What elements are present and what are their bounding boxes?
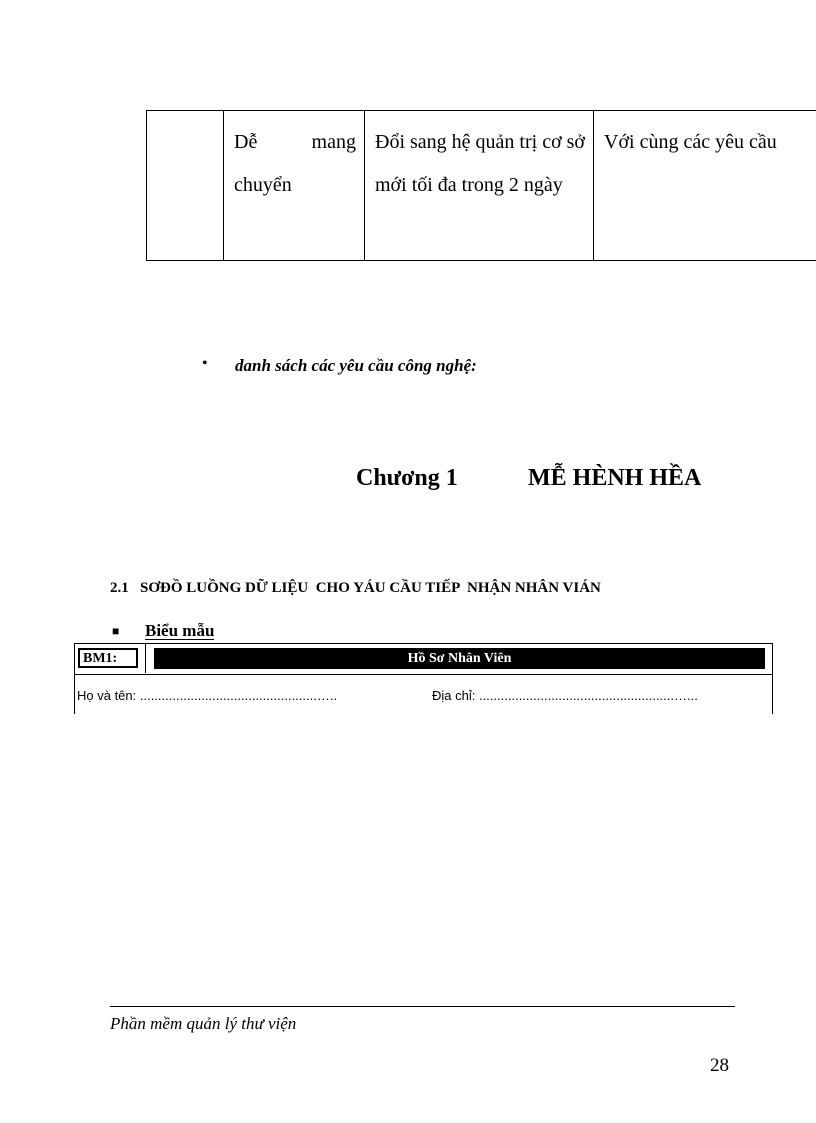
- name-field: Họ và tên: .................................................…..: [77, 688, 338, 703]
- section-title: SƠĐỒ LUỒNG DỮ LIỆU CHO YÁU CẦU TIẾP NHẬN NHÂN VIÁN: [140, 580, 601, 596]
- chapter-title: MỄ HÈNH HỀA: [528, 465, 702, 491]
- chapter-number: Chương 1: [356, 465, 458, 491]
- section-heading: [110, 580, 601, 597]
- table-cell-note: Với cùng các yêu cầu: [594, 111, 816, 261]
- employee-form: [74, 643, 773, 714]
- address-field: Địa chỉ: ......................................................…...: [432, 688, 698, 703]
- form-divider: [75, 674, 772, 675]
- form-label: Biểu mẫu: [145, 621, 215, 640]
- technology-requirements-heading: danh sách các yêu cầu công nghệ:: [235, 356, 477, 375]
- square-bullet-icon: ■: [112, 624, 120, 638]
- requirements-table: [146, 110, 816, 261]
- form-title: Hồ Sơ Nhân Viên: [154, 648, 765, 669]
- footer-title: Phần mềm quản lý thư viện: [110, 1014, 297, 1033]
- form-header-divider: [145, 644, 146, 673]
- table-cell-description: Đổi sang hệ quản trị cơ sở mới tối đa trong 2 ngày: [365, 111, 594, 261]
- footer-rule: [110, 1006, 735, 1007]
- form-code: BM1:: [78, 648, 138, 668]
- table-cell-requirement: Dễ mang chuyển: [224, 111, 365, 261]
- bullet-icon: •: [202, 355, 208, 372]
- table-row: [147, 111, 816, 261]
- page-number: 28: [710, 1055, 729, 1076]
- section-number: 2.1: [110, 580, 129, 596]
- table-cell-empty: [147, 111, 224, 261]
